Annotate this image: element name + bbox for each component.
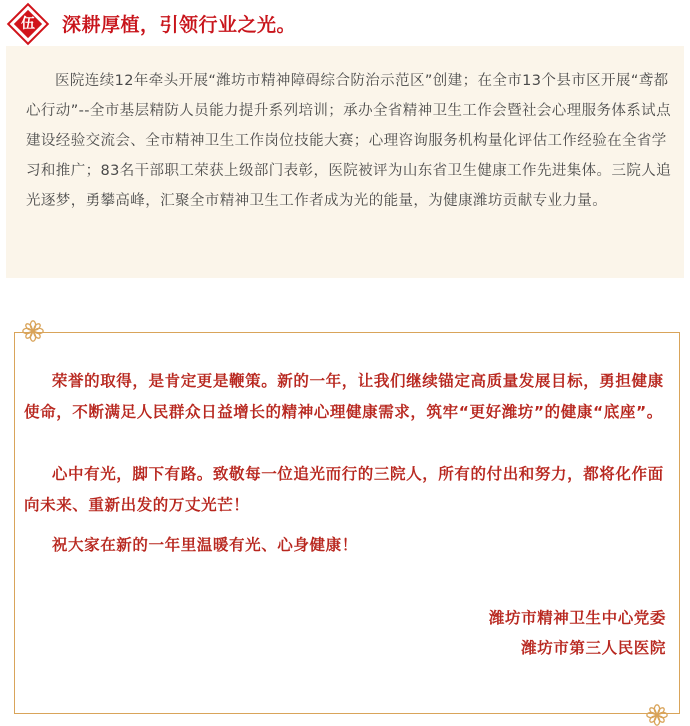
signature-party-committee: 潍坊市精神卫生中心党委	[488, 609, 666, 627]
flower-ornament-icon	[22, 320, 44, 342]
intro-paragraph: 医院连续12年牵头开展“潍坊市精神障碍综合防治示范区”创建；在全市13个县市区开展“鸢都心行动”--全市基层精防人员能力提升系列培训；承办全省精神卫生工作会暨社会心理服务体系试点建设经验交流会、全市精神卫生工作岗位技能大赛；心理咨询服务机构量化评估工作经验在全省学习和推广；83名干部职工荣获上级部门表彰，医院被评为山东省卫生健康工作先进集体。三院人追光逐梦，勇攀高峰，汇聚全市精神卫生工作者成为光的能量，为健康潍坊贡献专业力量。	[26, 73, 672, 209]
badge-number: 伍	[21, 16, 35, 32]
diamond-badge-icon	[10, 6, 46, 42]
flower-ornament-icon	[646, 704, 668, 726]
intro-box	[6, 46, 684, 278]
letter-paragraph: 祝大家在新的一年里温暖有光、心身健康！	[51, 536, 358, 554]
section-header	[0, 0, 690, 46]
letter-paragraph: 心中有光，脚下有路。致敬每一位追光而行的三院人，所有的付出和努力，都将化作面向未来、重新出发的万丈光芒！	[24, 465, 664, 514]
section-title: 深耕厚植，引领行业之光。	[62, 14, 297, 36]
letter-paragraph: 荣誉的取得，是肯定更是鞭策。新的一年，让我们继续锚定高质量发展目标，勇担健康使命，不断满足人民群众日益增长的精神心理健康需求，筑牢“更好潍坊”的健康“底座”。	[24, 372, 664, 421]
signature-hospital: 潍坊市第三人民医院	[521, 639, 666, 657]
